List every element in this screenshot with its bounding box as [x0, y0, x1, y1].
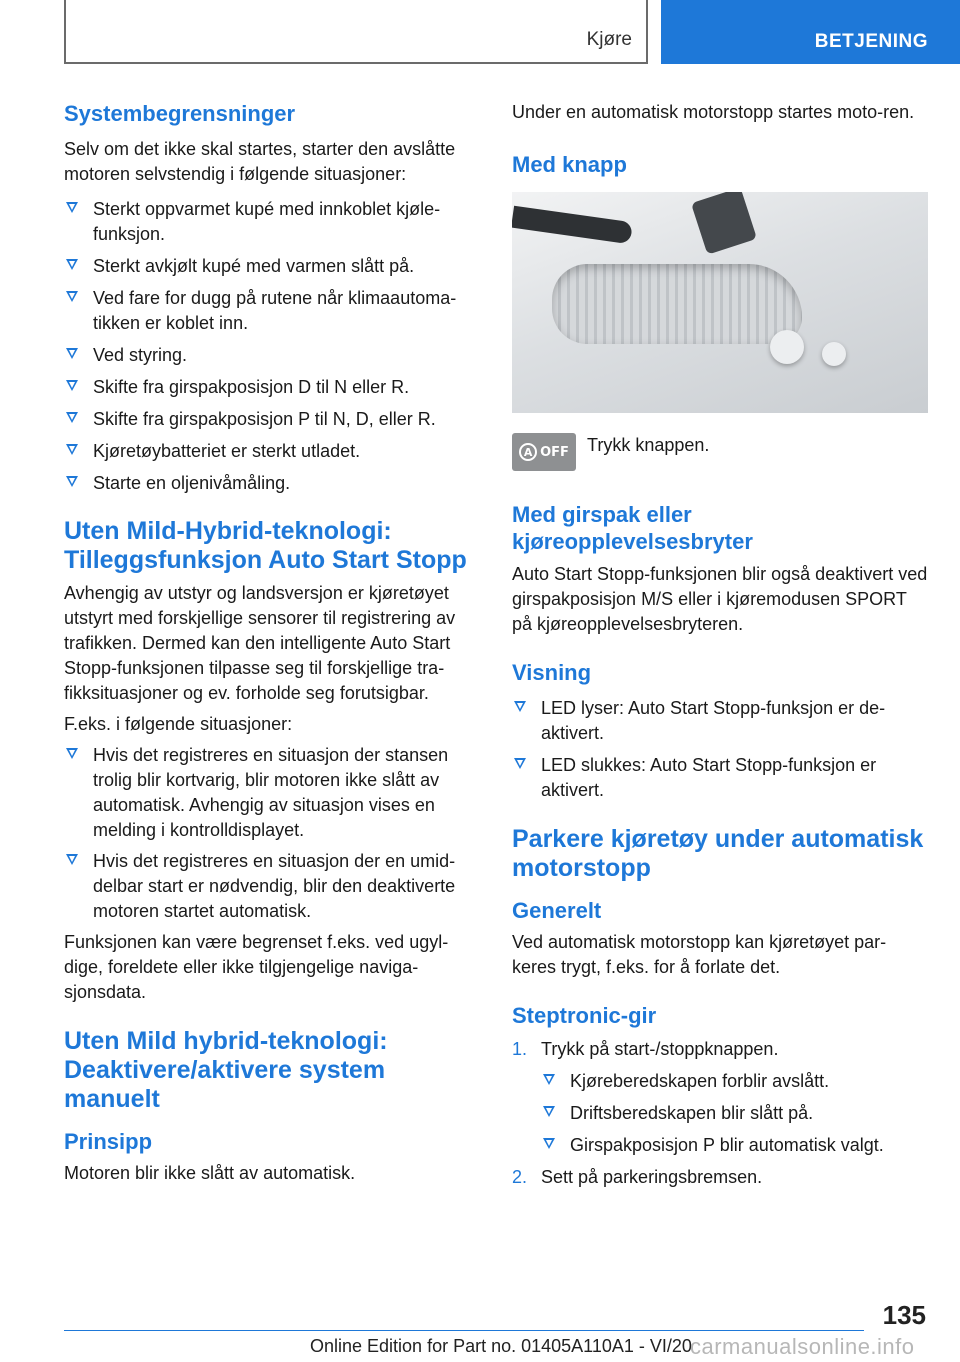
triangle-bullet-icon	[66, 259, 78, 270]
control-knob	[822, 342, 846, 366]
triangle-bullet-icon	[66, 412, 78, 423]
watermark: carmanualsonline.info	[690, 1334, 915, 1359]
switch-panel	[691, 192, 757, 255]
step-item: 2. Sett på parkeringsbremsen.	[512, 1165, 930, 1190]
list-item: Hvis det registreres en situasjon der stansen trolig blir kortvarig, blir motoren ikke slått av automatisk. Avhengig av situasjon vises en melding i kontrolldisplayet.	[64, 743, 480, 843]
heading-generelt: Generelt	[512, 898, 602, 923]
header-chapter: Kjøre	[586, 29, 632, 50]
list-situations	[64, 197, 480, 496]
list-item: LED slukkes: Auto Start Stopp-funksjon er aktivert.	[512, 753, 930, 803]
list-item: LED lyser: Auto Start Stopp-funksjon er de-aktivert.	[512, 696, 930, 746]
list-item: Sterkt avkjølt kupé med varmen slått på.	[64, 254, 480, 279]
steps-list	[512, 1037, 930, 1062]
paragraph-trykk-knappen: Trykk knappen.	[587, 435, 710, 455]
auto-start-stop-off-label: OFF	[540, 444, 569, 460]
list-item: Skifte fra girspakposisjon P til N, D, eller R.	[64, 407, 480, 432]
header-section: BETJENING	[814, 31, 928, 52]
button-instruction	[512, 433, 930, 471]
triangle-bullet-icon	[66, 854, 78, 865]
list-item: Driftsberedskapen blir slått på.	[541, 1101, 930, 1126]
list-item: Starte en oljenivåmåling.	[64, 471, 480, 496]
step-number: 1.	[512, 1039, 528, 1059]
triangle-bullet-icon	[66, 476, 78, 487]
control-knob	[770, 330, 804, 364]
triangle-bullet-icon	[514, 701, 526, 712]
list-item: Ved fare for dugg på rutene når klimaautoma-tikken er koblet inn.	[64, 286, 480, 336]
triangle-bullet-icon	[66, 380, 78, 391]
triangle-bullet-icon	[66, 444, 78, 455]
triangle-bullet-icon	[543, 1106, 555, 1117]
heading-systembegrensninger: Systembegrensninger	[64, 101, 296, 126]
paragraph-girspak: Auto Start Stopp-funksjonen blir også deaktivert ved girspakposisjon M/S eller i kjøremodusen SPORT på kjøreopplevelsesbryteren.	[512, 564, 928, 634]
header-section-tab	[661, 0, 960, 64]
step-number: 2.	[512, 1167, 528, 1187]
dashboard-photo	[512, 192, 928, 413]
list-visning	[512, 696, 930, 803]
paragraph-sensorer: Avhengig av utstyr og landsversjon er kjøretøyet utstyrt med forskjellige sensorer til registrering av trafikken. Dermed kan den intelligente Auto Start Stopp-funksjonen tilpasse seg til forskjellige tra-fikksituasjoner og ev. forholde seg forutsigbar.	[64, 583, 456, 703]
list-examples	[64, 743, 480, 924]
heading-steptronic: Steptronic-gir	[512, 1003, 657, 1028]
list-item: Girspakposisjon P blir automatisk valgt.	[541, 1133, 930, 1158]
paragraph-motorstopp-start: Under en automatisk motorstopp startes moto-ren.	[512, 102, 915, 122]
triangle-bullet-icon	[514, 758, 526, 769]
heading-prinsipp: Prinsipp	[64, 1129, 153, 1154]
list-item: Hvis det registreres en situasjon der en umid-delbar start er nødvendig, blir den deaktiverte motoren startet automatisk.	[64, 849, 480, 924]
list-item: Sterkt oppvarmet kupé med innkoblet kjøle-funksjon.	[64, 197, 480, 247]
left-column	[64, 100, 480, 1186]
list-item: Kjøretøybatteriet er sterkt utladet.	[64, 439, 480, 464]
air-vent	[552, 264, 802, 344]
header-chapter-box	[64, 0, 648, 64]
heading-tilleggsfunksjon: Uten Mild-Hybrid-teknologi: Tilleggsfunksjon Auto Start Stopp	[64, 517, 467, 574]
triangle-bullet-icon	[543, 1138, 555, 1149]
steering-stalk	[512, 206, 633, 244]
list-step-substeps	[541, 1069, 930, 1158]
step-item: 1. Trykk på start-/stoppknappen.	[512, 1037, 930, 1062]
paragraph-systembegrensninger: Selv om det ikke skal startes, starter den avslåtte motoren selvstendig i følgende situasjoner:	[64, 139, 456, 184]
list-item: Kjøreberedskapen forblir avslått.	[541, 1069, 930, 1094]
page-number: 135	[882, 1300, 926, 1330]
footer-edition: Online Edition for Part no. 01405A110A1 - VI/20	[310, 1336, 692, 1356]
auto-start-stop-off-icon	[512, 433, 576, 471]
heading-deaktivere-aktivere: Uten Mild hybrid-teknologi: Deaktivere/aktivere system manuelt	[64, 1027, 388, 1113]
triangle-bullet-icon	[66, 348, 78, 359]
footer-divider	[64, 1330, 864, 1331]
triangle-bullet-icon	[66, 291, 78, 302]
heading-parkere: Parkere kjøretøy under automatisk motorstopp	[512, 825, 924, 882]
list-item: Ved styring.	[64, 343, 480, 368]
heading-visning: Visning	[512, 660, 592, 685]
triangle-bullet-icon	[543, 1074, 555, 1085]
triangle-bullet-icon	[66, 748, 78, 759]
heading-med-girspak: Med girspak eller kjøreopplevelsesbryter	[512, 502, 753, 554]
list-item: Skifte fra girspakposisjon D til N eller R.	[64, 375, 480, 400]
steps-list	[512, 1165, 930, 1190]
paragraph-eksempel: F.eks. i følgende situasjoner:	[64, 714, 293, 734]
triangle-bullet-icon	[66, 202, 78, 213]
paragraph-generelt: Ved automatisk motorstopp kan kjøretøyet par-keres trygt, f.eks. for å forlate det.	[512, 932, 887, 977]
paragraph-begrenset: Funksjonen kan være begrenset f.eks. ved ugyl-dige, foreldete eller ikke tilgjengelige naviga-sjonsdata.	[64, 932, 449, 1002]
paragraph-prinsipp: Motoren blir ikke slått av automatisk.	[64, 1163, 356, 1183]
heading-med-knapp: Med knapp	[512, 152, 627, 177]
right-column	[512, 100, 930, 1190]
auto-start-stop-symbol: A	[519, 443, 537, 461]
